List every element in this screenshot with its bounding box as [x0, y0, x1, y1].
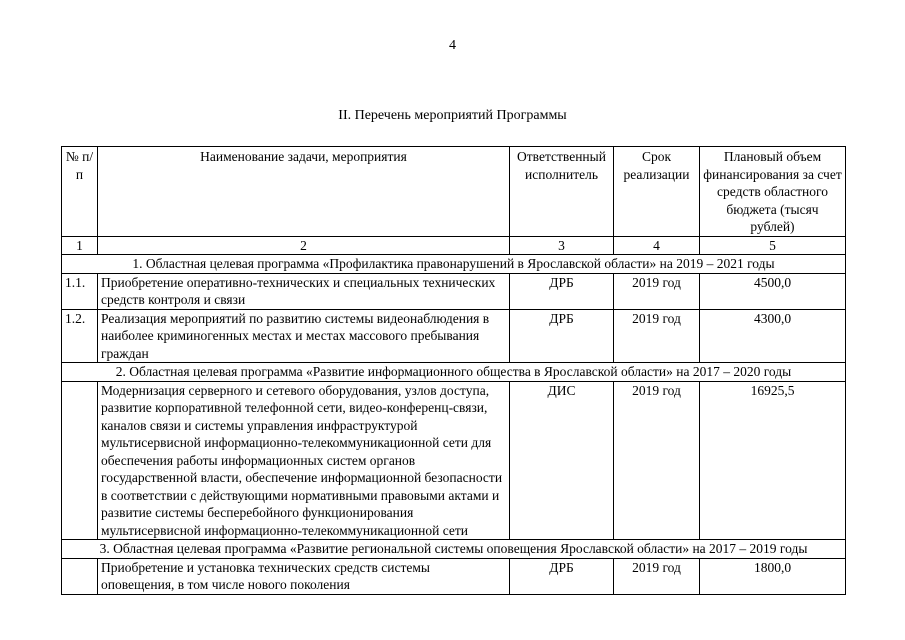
section-title: II. Перечень мероприятий Программы	[338, 108, 567, 123]
row-num	[62, 558, 98, 594]
program-title: 3. Областная целевая программа «Развитие региональной системы оповещения Ярославской области» на 2017 – 2019 годы	[62, 540, 846, 559]
row-num: 1.2.	[62, 309, 98, 363]
table-row	[62, 558, 846, 594]
row-budget: 16925,5	[700, 381, 846, 540]
header-row	[62, 147, 846, 237]
table-row	[62, 309, 846, 363]
program-row	[62, 540, 846, 559]
measures-table	[61, 146, 846, 595]
row-budget: 4500,0	[700, 273, 846, 309]
row-name: Модернизация серверного и сетевого оборудования, узлов доступа, развитие корпоративной телефонной сети, видео-конференц-связи, каналов связи и системы управления инфраструктурой мультисервисной информационно-телекоммуникационной сети для обеспечения работы информационных систем органов государственной власти, обеспечение информационной безопасности в соответствии с действующими нормативными правовыми актами и развитие системы бесперебойного функционирования мультисервисной информационно-телекоммуникационной сети	[98, 381, 510, 540]
header-name: Наименование задачи, мероприятия	[98, 147, 510, 237]
table-row	[62, 273, 846, 309]
column-number: 5	[700, 236, 846, 255]
column-number: 3	[510, 236, 614, 255]
header-num: № п/п	[62, 147, 98, 237]
program-title: 1. Областная целевая программа «Профилактика правонарушений в Ярославской области» на 2019 – 2021 годы	[62, 255, 846, 274]
row-num: 1.1.	[62, 273, 98, 309]
row-term: 2019 год	[614, 309, 700, 363]
row-executor: ДРБ	[510, 558, 614, 594]
column-number: 4	[614, 236, 700, 255]
column-number: 1	[62, 236, 98, 255]
row-num	[62, 381, 98, 540]
header-term: Срок реализации	[614, 147, 700, 237]
page-number: 4	[449, 38, 456, 53]
program-title: 2. Областная целевая программа «Развитие информационного общества в Ярославской области» на 2017 – 2020 годы	[62, 363, 846, 382]
program-row	[62, 363, 846, 382]
row-name: Реализация мероприятий по развитию системы видеонаблюдения в наиболее криминогенных местах и местах массового пребывания граждан	[98, 309, 510, 363]
column-number-row	[62, 236, 846, 255]
row-budget: 4300,0	[700, 309, 846, 363]
row-term: 2019 год	[614, 381, 700, 540]
table-row	[62, 381, 846, 540]
row-name: Приобретение оперативно-технических и специальных технических средств контроля и связи	[98, 273, 510, 309]
header-budget: Плановый объем финансирования за счет средств областного бюджета (тысяч рублей)	[700, 147, 846, 237]
row-executor: ДРБ	[510, 309, 614, 363]
column-number: 2	[98, 236, 510, 255]
program-row	[62, 255, 846, 274]
row-term: 2019 год	[614, 558, 700, 594]
header-executor: Ответственный исполнитель	[510, 147, 614, 237]
row-name: Приобретение и установка технических средств системы оповещения, в том числе нового поколения	[98, 558, 510, 594]
row-term: 2019 год	[614, 273, 700, 309]
row-executor: ДРБ	[510, 273, 614, 309]
row-executor: ДИС	[510, 381, 614, 540]
row-budget: 1800,0	[700, 558, 846, 594]
